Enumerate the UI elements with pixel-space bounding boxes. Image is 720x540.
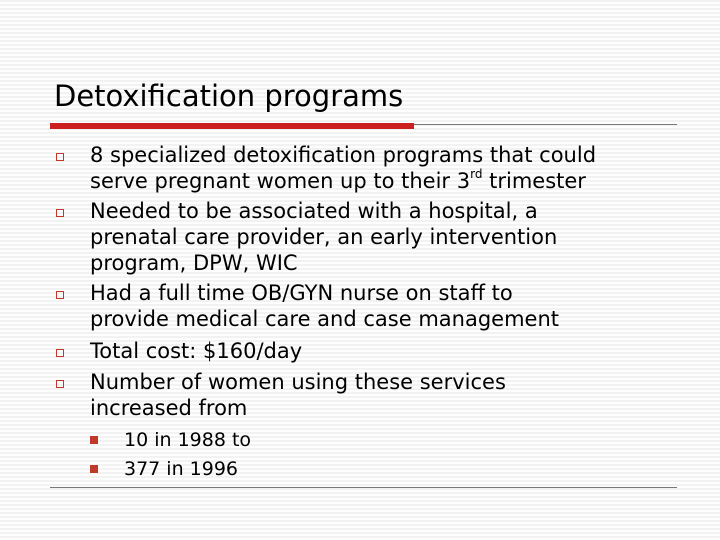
bullet-1-line-2-text: serve pregnant women up to their 3 (90, 169, 471, 193)
sub-bullet-1: 10 in 1988 to (124, 429, 252, 451)
bullet-4-line-1: Total cost: $160/day (90, 339, 303, 363)
bullet-marker-icon (56, 209, 64, 217)
footer-divider-line (50, 487, 677, 488)
bullet-1-line-2-tail: trimester (482, 169, 586, 193)
bullet-2-line-2: prenatal care provider, an early intervention (90, 225, 558, 249)
bullet-1-line-2 (90, 168, 690, 194)
bullet-1-line-1: 8 specialized detoxification programs that could (90, 143, 597, 167)
bullet-3-line-1: Had a full time OB/GYN nurse on staff to (90, 281, 513, 305)
ordinal-suffix: rd (470, 167, 483, 181)
bullet-5-line-2: increased from (90, 396, 248, 420)
bullet-2-line-3: program, DPW, WIC (90, 251, 298, 275)
bullet-marker-icon (56, 349, 64, 357)
bullet-marker-icon (56, 153, 64, 161)
sub-bullet-2: 377 in 1996 (124, 458, 239, 480)
sub-bullet-marker-icon (90, 465, 98, 473)
bullet-5-line-1: Number of women using these services (90, 370, 506, 394)
bullet-2-line-1: Needed to be associated with a hospital, a (90, 199, 538, 223)
bullet-marker-icon (56, 380, 64, 388)
slide-title: Detoxification programs (54, 79, 404, 113)
bullet-3-line-2: provide medical care and case management (90, 307, 559, 331)
bullet-marker-icon (56, 291, 64, 299)
sub-bullet-marker-icon (90, 436, 98, 444)
